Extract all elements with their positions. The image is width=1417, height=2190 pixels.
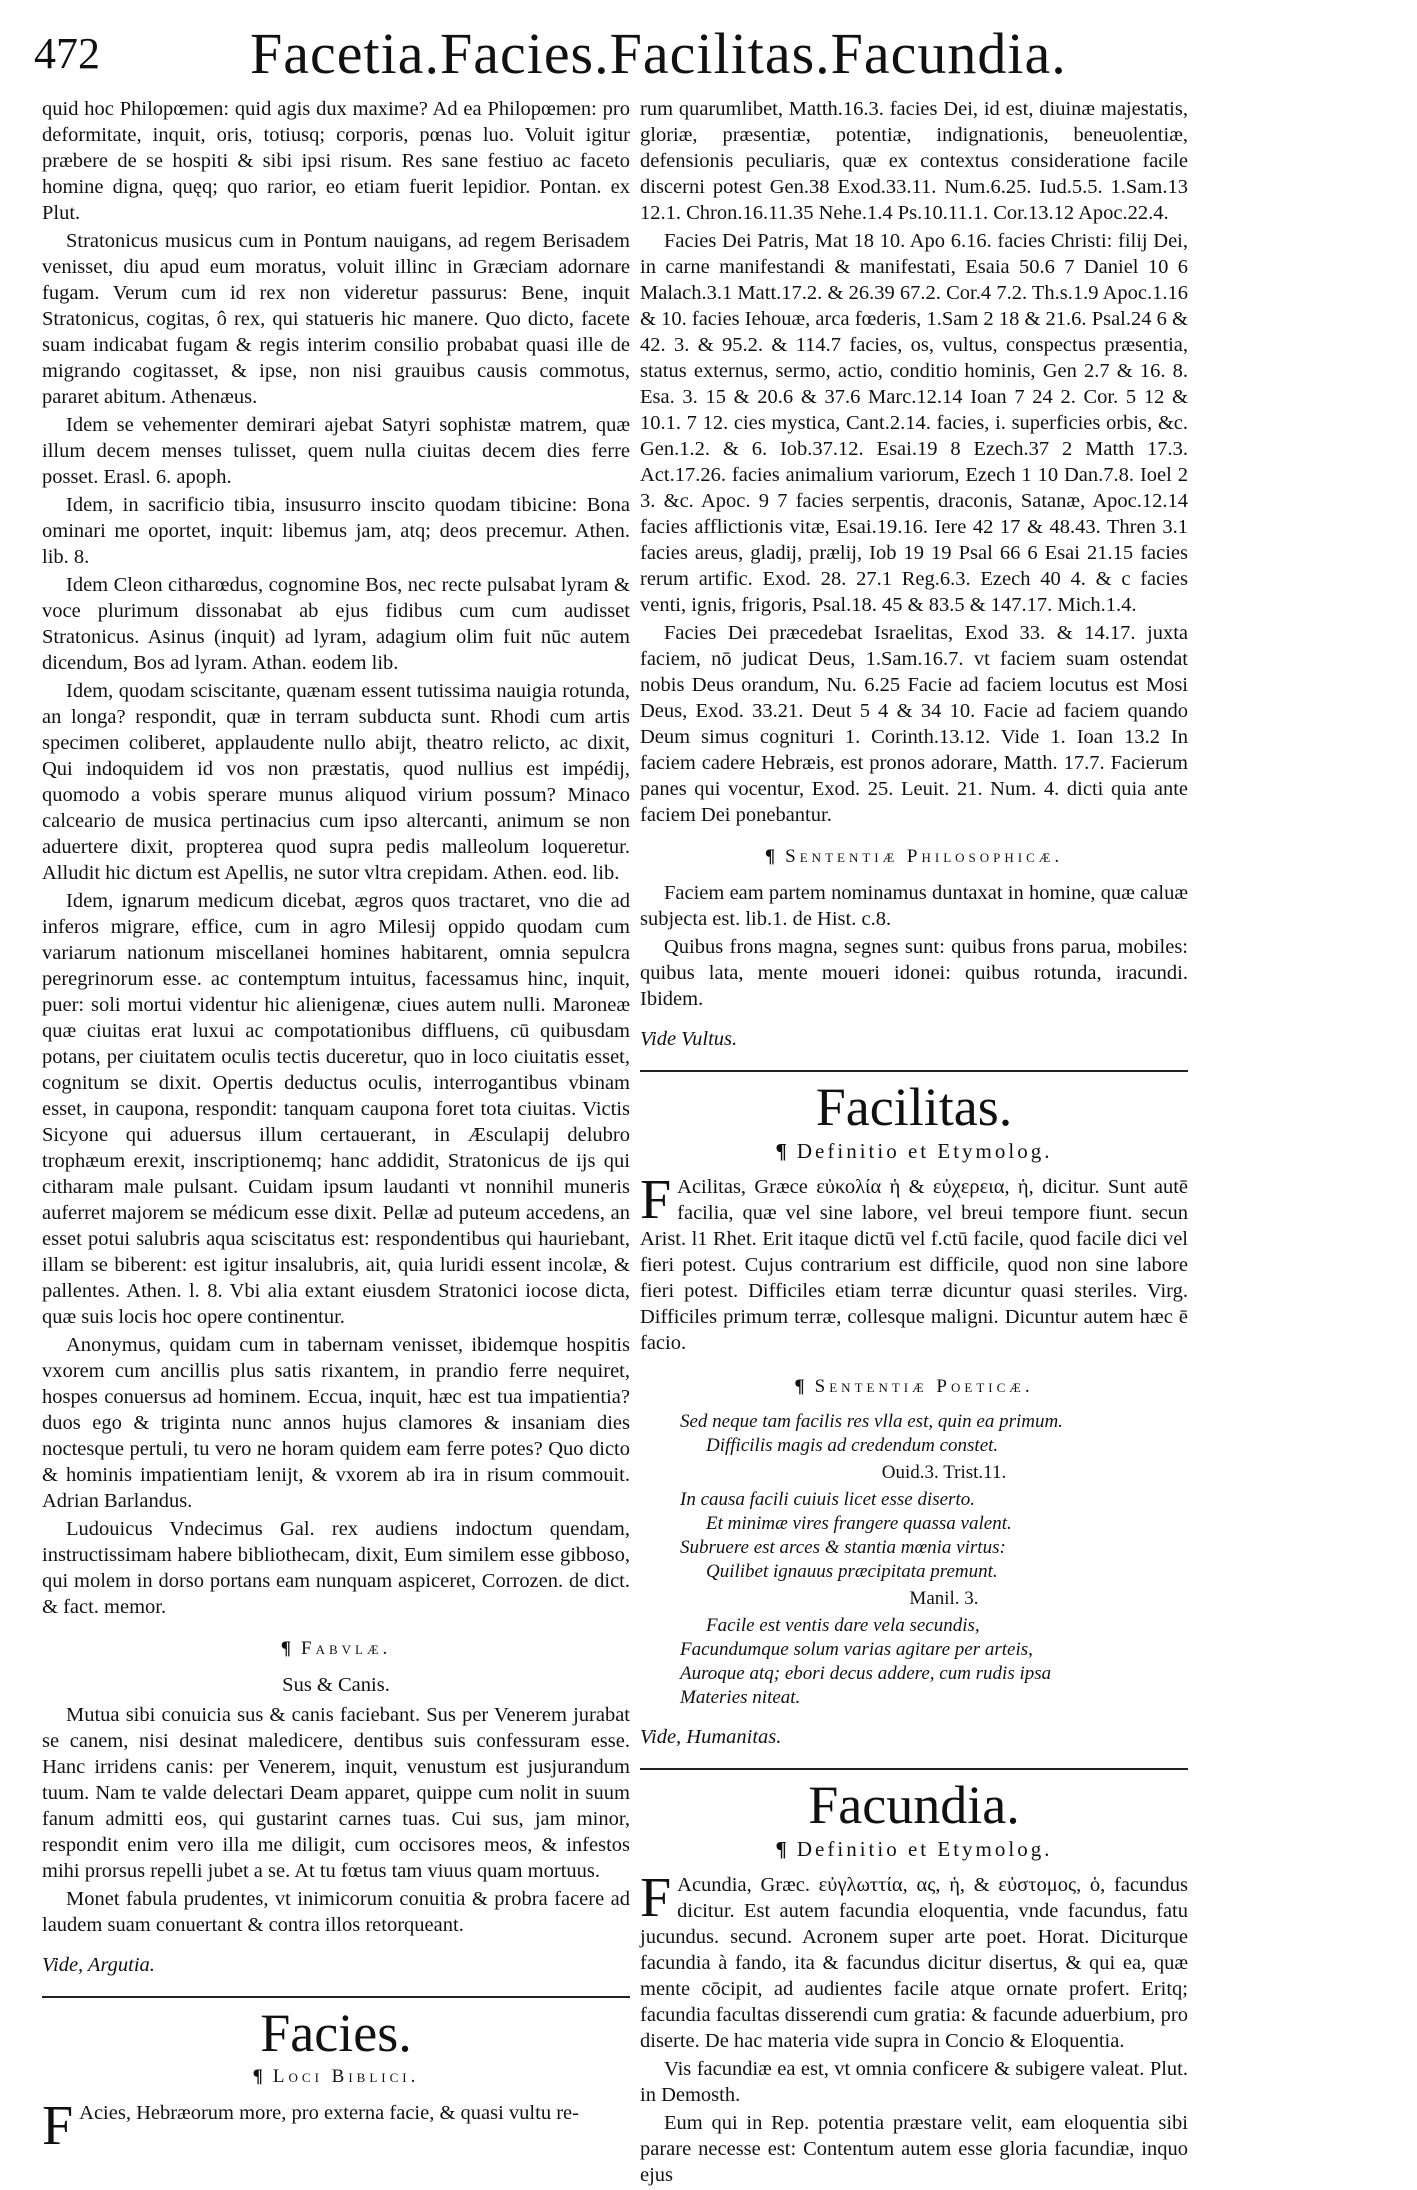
left-column — [42, 96, 630, 2157]
facundia-definitio-heading — [640, 1836, 1188, 1862]
verse-line: Difficilis magis ad credendum constet. — [706, 1435, 999, 1456]
facilitas-definitio-heading — [640, 1138, 1188, 1164]
sententiae-philosophicae-heading-text: Sententiæ Philosophicæ. — [785, 846, 1064, 867]
paragraph: Eum qui in Rep. potentia præstare velit, eam eloquentia sibi parare necesse est: Contentum autem esse gloria facundiæ, inquo ejus — [640, 2112, 1188, 2186]
sententiae-poeticae-heading-text: Sententiæ Poeticæ. — [814, 1376, 1034, 1397]
section-mark-icon: ¶ — [794, 1376, 805, 1397]
verse-line: In causa facili cuiuis licet esse diserto. — [680, 1489, 975, 1510]
section-title-facundia: Facundia. — [808, 1775, 1020, 1835]
paragraph: Idem, in sacrificio tibia, insusurro inscito quodam tibicine: Bona ominari me oportet, inquit: libemus jam, atq; deos precemur. Athen. lib. 8. — [42, 494, 630, 568]
drop-cap: F — [640, 1169, 672, 1231]
cross-reference: Vide, Humanitas. — [640, 1726, 782, 1748]
sententiae-philosophicae-heading — [640, 844, 1188, 870]
loci-biblici-heading — [42, 2064, 630, 2090]
facundia-definitio-heading-text: Definitio et Etymolog. — [796, 1837, 1053, 1861]
paragraph — [42, 2095, 630, 2157]
verse-line: Facile est ventis dare vela secundis, — [706, 1615, 980, 1636]
drop-cap: F — [42, 2095, 74, 2157]
paragraph-text: Acies, Hebræorum more, pro externa facie, & quasi vultu re- — [79, 2102, 579, 2124]
verse-reference: Ouid.3. Trist.11. — [881, 1462, 1007, 1483]
verse-line: Facundumque solum varias agitare per arteis, — [680, 1639, 1033, 1660]
fabulae-heading-text: Fabvlæ. — [301, 1638, 392, 1659]
verse-line: Sed neque tam facilis res vlla est, quin ea primum. — [680, 1411, 1063, 1432]
paragraph: Idem, ignarum medicum dicebat, ægros quos tractaret, vno die ad inferos migrare, effice, cum in agro Milesij oppido quodam cum variarum nationum miscellanei homines habitarent, omnia sepulcra peregrinorum esse. ac contemptum intuitus, facessamus hinc, inquit, puer: soli mortui videntur hic alienigenæ, ciues autem nulli. Maroneæ quæ ciuitas erat luxui ac compotationibus diffluens, cū quibusdam potans, per ciuitatem oculis tectis duceretur, quo in loco ciuitatis esset, cognitum se dixit. Opertis deductus oculis, interrogantibus vbinam esset, in caupona, respondit: tanquam caupona foret tota ciuitas. Victis Sicyone qui aduersus illum certauerant, in Æsculapij delubro trophæum erexit, inscriptionemq; hanc addidit, Stratonicus de ijs qui citharam male pulsant. Cuidam ipsum laudanti vt nonnihil muneris auferret majorem se médicum esse dixit. Pellæ ad puteum accedens, an esset potui salubris aqua sciscitatus est: respondentibus qui hauriebant, illam se biberent: est igitur insalubris, ait, quia luridi essent incolæ, & pallentes. Athen. l. 8. Vbi alia extant eiusdem Stratonici iocose dicta, quæ suis locis hoc opere continentur. — [42, 890, 630, 1328]
paragraph: Anonymus, quidam cum in tabernam venisset, ibidemque hospitis vxorem cum ancillis plus satis rixantem, in prandio ferre nequiret, hospes conuersus ad hominem. Eccua, inquit, hæc est tua impatientia? duos ego & triginta nunc annos hujus clamores & insaniam dies noctesque pertuli, tu vero ne horam quidem eam ferre potes? Quo dicto & hominis impatientiam lenijt, & vxorem ab ira in risum commouit. Adrian Barlandus. — [42, 1334, 630, 1512]
section-divider — [640, 1070, 1188, 1072]
paragraph: Facies Dei Patris, Mat 18 10. Apo 6.16. facies Christi: filij Dei, in carne manifestandi & manifestati, Esaia 50.6 7 Daniel 10 6 Malach.3.1 Matt.17.2. & 26.39 67.2. Cor.4 7.2. Th.s.1.9 Apoc.1.16 & 10. facies Iehouæ, arca fœderis, 1.Sam 2 18 & 21.6. Psal.24 6 & 42. 3. & 95.2. & 114.7 facies, os, vultus, conspectus præsentia, status externus, sermo, actio, conditio hominis, Gen 2.7 & 16. 8. Esa. 3. 15 & 20.6 & 37.6 Marc.12.14 Ioan 7 24 2. Cor. 5 12 & 10.1. 7 12. cies mystica, Cant.2.14. facies, i. superficies orbis, &c. Gen.1.2. & 6. Iob.37.12. Esai.19 8 Ezech.37 2 Matth 17.3. Act.17.26. facies animalium variorum, Ezech 1 10 Dan.7.8. Ioel 2 3. &c. Apoc. 9 7 facies serpentis, draconis, Satanæ, Apoc.12.14 facies afflictionis vitæ, Esai.19.16. Iere 42 17 & 48.43. Thren 3.1 facies areus, gladij, prælij, Iob 19 19 Psal 66 6 Esai 21.15 facies rerum artific. Exod. 28. 27.1 Reg.6.3. Ezech 40 4. & c facies venti, ignis, frigoris, Psal.18. 45 & 83.5 & 147.17. Mich.1.4. — [640, 230, 1188, 616]
paragraph: Mutua sibi conuicia sus & canis faciebant. Sus per Venerem jurabat se canem, nisi desinat maledicere, dentibus suis confessuram esse. Hanc irridens canis: per Venerem, inquit, venustum est jusjurandum tuum. Nam te valde delectari Deam apparet, quippe cum nolit in suum fanum admitti eos, qui gustarint carnes tuas. Cui sus, jam minor, respondit enim vero illa me diligit, cum occisores meos, & infestos mihi prorsus repelli jubet a se. At tu fœtus tam viuus quam mortuus. — [42, 1704, 630, 1882]
paragraph: rum quarumlibet, Matth.16.3. facies Dei, id est, diuinæ majestatis, gloriæ, præsentiæ, potentiæ, indignationis, beneuolentiæ, defensionis peculiaris, quæ ex contextus consideratione facile discerni potest Gen.38 Exod.33.11. Num.6.25. Iud.5.5. 1.Sam.13 12.1. Chron.16.11.35 Nehe.1.4 Ps.10.11.1. Cor.13.12 Apoc.22.4. — [640, 98, 1188, 224]
paragraph: quid hoc Philopœmen: quid agis dux maxime? Ad ea Philopœmen: pro deformitate, inquit, oris, totiusq; corporis, pœnas luo. Voluit igitur præbere de se hospiti & sibi ipsi risum. Res sane festiuo ac faceto homine digna, quęq; quo rarior, eo etiam fuerit lepidior. Pontan. ex Plut. — [42, 98, 630, 224]
sententiae-poeticae-heading — [640, 1374, 1188, 1400]
paragraph — [640, 1169, 1188, 1356]
paragraph — [640, 1867, 1188, 2054]
loci-biblici-heading-text: Loci Biblici. — [272, 2066, 420, 2087]
cross-reference: Vide, Argutia. — [42, 1954, 155, 1976]
paragraph: Idem se vehementer demirari ajebat Satyri sophistæ matrem, quæ illum decem menses tulisset, quem nulla ciuitas decem dies ferre posset. Erasl. 6. apoph. — [42, 414, 630, 488]
facilitas-definitio-heading-text: Definitio et Etymolog. — [796, 1139, 1053, 1163]
section-title-facies: Facies. — [260, 2003, 412, 2063]
paragraph: Ludouicus Vndecimus Gal. rex audiens indoctum quendam, instructissimam habere bibliothecam, dixit, Eum similem esse gibboso, qui molem in dorso portans eam nunquam aspiceret, Corrozen. de dict. & fact. memor. — [42, 1518, 630, 1618]
cross-reference: Vide Vultus. — [640, 1028, 738, 1050]
verse-line: Quilibet ignauus præcipitata premunt. — [706, 1561, 998, 1582]
running-title: Facetia.Facies.Facilitas.Facundia. — [250, 21, 1067, 86]
paragraph: Vis facundiæ ea est, vt omnia conficere & subigere valeat. Plut. in Demosth. — [640, 2058, 1188, 2106]
section-mark-icon: ¶ — [764, 846, 776, 867]
section-mark-icon: ¶ — [280, 1638, 291, 1659]
verse-line: Et minimæ vires frangere quassa valent. — [706, 1513, 1012, 1534]
section-mark-icon: ¶ — [775, 1837, 787, 1861]
verse-line: Materies niteat. — [680, 1687, 801, 1708]
paragraph: Quibus frons magna, segnes sunt: quibus frons parua, mobiles: quibus lata, mente moueri idonei: quibus rotunda, iracundi. Ibidem. — [640, 936, 1188, 1010]
section-mark-icon: ¶ — [775, 1139, 787, 1163]
paragraph: Stratonicus musicus cum in Pontum nauigans, ad regem Berisadem venisset, diu apud eum moratus, voluit illinc in Græciam adornare fugam. Verum cum id rex non videretur passurus: Bene, inquit Stratonicus, cogitas, ô rex, qui statueris hic manere. Quo dicto, facete suam indicabat fugam & regis interim consilio probabat quasi ille de migrando cogitasset, & ipse, non nisi grauibus causis commotus, pararet abitum. Athenæus. — [42, 230, 630, 408]
fabulae-heading — [42, 1636, 630, 1662]
page-number: 472 — [34, 29, 100, 78]
paragraph: Idem, quodam sciscitante, quænam essent tutissima nauigia rotunda, an longa? respondit, quæ in terram subducta sunt. Rhodi cum artis specimen coliberet, applaudente nullo abijt, theatro relicto, ac dixit, Qui indoquidem id vos non præstatis, quod nullius est impédij, quomodo a vobis sperare munus aliquod virium possum? Minaco calceario de musica pertinacius cum ipso altercanti, animum se non aduertere dixit, propterea quod supra pedis malleolum loqueretur. Alludit hic dictum est Apellis, ne sutor vltra crepidam. Athen. eod. lib. — [42, 680, 630, 884]
paragraph: Monet fabula prudentes, vt inimicorum conuitia & probra facere ad laudem suam conuertant & contra illos retorqueant. — [42, 1888, 630, 1936]
paragraph: Faciem eam partem nominamus duntaxat in homine, quæ caluæ subjecta est. lib.1. de Hist. c.8. — [640, 882, 1188, 930]
section-divider — [640, 1768, 1188, 1770]
section-mark-icon: ¶ — [252, 2066, 263, 2087]
paragraph-text: Acilitas, Græce εὐκολία ἡ & εὐχερεια, ἡ, dicitur. Sunt autē facilia, quæ vel sine labore, vel breui tempore fiunt. secun Arist. l1 Rhet. Erit itaque dictū vel f.ctū facile, quod facile dici vel fieri potest. Cujus contrarium est difficile, quod non sine labore fieri potest. Difficiles etiam terræ dicuntur quasi steriles. Virg. Difficiles primum terræ, collesque maligni. Dicuntur autem hæc ē facio. — [640, 1176, 1188, 1354]
drop-cap: F — [640, 1867, 672, 1929]
paragraph: Facies Dei præcedebat Israelitas, Exod 33. & 14.17. juxta faciem, nō judicat Deus, 1.Sam.16.7. vt faciem suam ostendat nobis Deus orandum, Nu. 6.25 Facie ad faciem locutus est Mosi Deus, Exod. 33.21. Deut 5 4 & 34 10. Facie ad faciem quando Deum simus cognituri 1. Corinth.13.12. Vide 1. Ioan 13.2 In faciem cadere Hebræis, est pronos adorare, Matth. 17.7. Facierum panes qui vocentur, Exod. 25. Leuit. 21. Num. 4. dicti quia ante faciem Dei ponebantur. — [640, 622, 1188, 826]
verse-line: Auroque atq; ebori decus addere, cum rudis ipsa — [680, 1663, 1052, 1684]
right-column — [640, 96, 1188, 2190]
verse-reference: Manil. 3. — [909, 1588, 979, 1609]
paragraph-text: Acundia, Græc. εὐγλωττία, ας, ἡ, & εὐστομος, ὁ, facundus dicitur. Est autem facundia eloquentia, vnde facundus, fatu jucundus. secund. Acronem super arte poet. Horat. Diciturque facundia à fando, ita & facundus dicitur disertus, & qui ea, quæ mente cōcipit, ad audientes facile atque ornate profert. Eritq; facundia facultas disserendi cum gratia: & facunde aduerbium, pro diserte. De hac materia vide supra in Concio & Eloquentia. — [640, 1874, 1188, 2052]
section-divider — [42, 1996, 630, 1998]
fable-title: Sus & Canis. — [282, 1674, 390, 1696]
section-title-facilitas: Facilitas. — [815, 1077, 1013, 1137]
verse-line: Subruere est arces & stantia mœnia virtus: — [680, 1537, 1006, 1558]
paragraph: Idem Cleon citharœdus, cognomine Bos, nec recte pulsabat lyram & voce plurimum dissonabat ab ejus fidibus cum cum audisset Stratonicus. Asinus (inquit) ad lyram, adagium olim fuit nūc autem dicendum, Bos ad lyram. Athan. eodem lib. — [42, 574, 630, 674]
